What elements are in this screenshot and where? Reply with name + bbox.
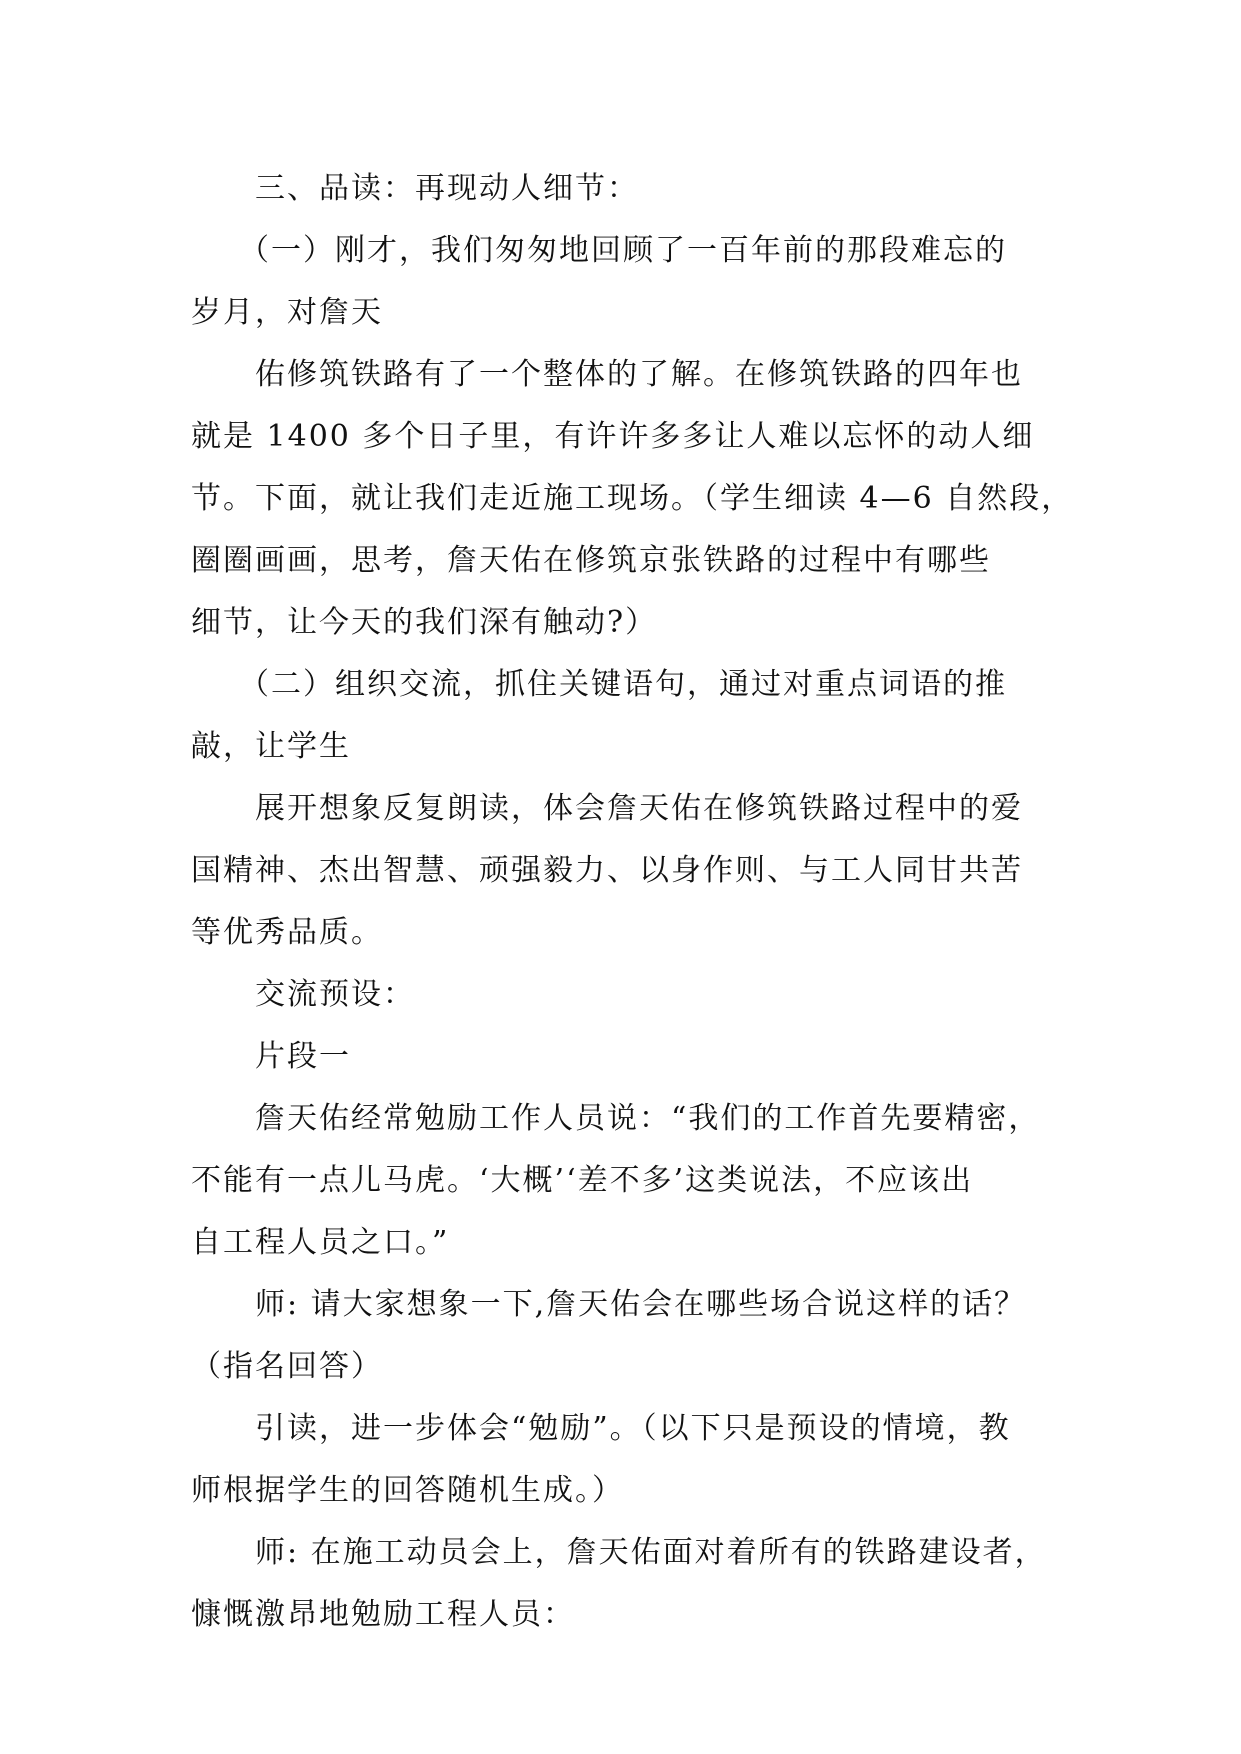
text-line: 慷慨激昂地勉励工程人员： xyxy=(191,1597,575,1632)
text-line: 师根据学生的回答随机生成。） xyxy=(191,1473,624,1508)
text-line: 师: 请大家想象一下,詹天佑会在哪些场合说这样的话？ xyxy=(255,1287,1027,1322)
text-line: （二）组织交流，抓住关键语句，通过对重点词语的推 xyxy=(239,667,1007,702)
text-line: 佑修筑铁路有了一个整体的了解。在修筑铁路的四年也 xyxy=(255,357,1023,392)
text-line: 不能有一点儿马虎。‘大概’‘差不多’这类说法，不应该出 xyxy=(191,1163,974,1198)
text-line: 细节，让今天的我们深有触动?） xyxy=(191,605,658,640)
text-line: 引读，进一步体会“勉励”。（以下只是预设的情境，教 xyxy=(255,1411,1011,1446)
section-heading: 三、品读：再现动人细节： xyxy=(255,171,639,206)
text-line: 片段一 xyxy=(255,1039,351,1074)
text-line: 岁月，对詹天 xyxy=(191,295,383,330)
text-line: 师: 在施工动员会上，詹天佑面对着所有的铁路建设者， xyxy=(255,1535,1047,1570)
text-line: 圈圈画画，思考，詹天佑在修筑京张铁路的过程中有哪些 xyxy=(191,543,991,578)
text-line: 等优秀品质。 xyxy=(191,915,383,950)
text-line: （一）刚才，我们匆匆地回顾了一百年前的那段难忘的 xyxy=(239,233,1007,268)
text-line: 节。下面，就让我们走近施工现场。（学生细读 4—6 自然段， xyxy=(191,481,1074,516)
text-line: 敲，让学生 xyxy=(191,729,351,764)
text-line: 交流预设： xyxy=(255,977,415,1012)
document-body xyxy=(191,158,1074,1646)
text-line: 自工程人员之口。” xyxy=(191,1225,450,1260)
text-line: 詹天佑经常勉励工作人员说：“我们的工作首先要精密， xyxy=(255,1101,1041,1136)
text-line: 就是 1400 多个日子里，有许许多多让人难以忘怀的动人细 xyxy=(191,419,1035,454)
text-line: 国精神、杰出智慧、顽强毅力、以身作则、与工人同甘共苦 xyxy=(191,853,1023,888)
text-line: （指名回答） xyxy=(191,1349,383,1384)
text-line: 展开想象反复朗读，体会詹天佑在修筑铁路过程中的爱 xyxy=(255,791,1023,826)
